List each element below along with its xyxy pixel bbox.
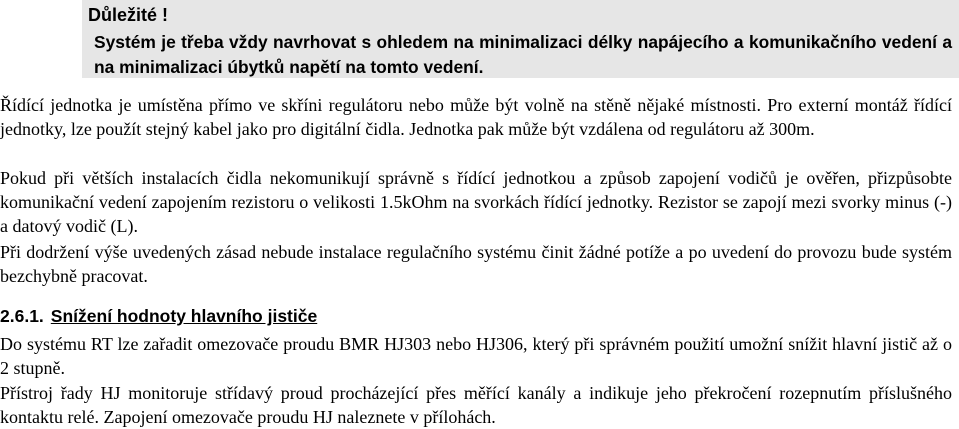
paragraph-resistor: Pokud při větších instalacích čidla nekomunikují správně s řídící jednotkou a způsob zapojení vodičů je ověřen, přizpůsobte komunikační vedení zapojením rezistoru o velikosti 1.5kOhm na svorkách řídící jednotky. Rezistor se zapojí mezi svorky minus (-) a datový vodič (L).: [0, 168, 952, 236]
paragraph-conclusion: Při dodržení výše uvedených zásad nebude instalace regulačního systému činit žádné potíže a po uvedení do provozu bude systém bezchybně pracovat.: [0, 242, 952, 286]
section-title: Snížení hodnoty hlavního jističe: [50, 306, 318, 326]
section-number: 2.6.1.: [0, 306, 44, 326]
paragraph-hj-monitoring: Přístroj řady HJ monitoruje střídavý proud procházející přes měřící kanály a indikuje jeho překročení rozepnutím příslušného kontaktu relé. Zapojení omezovače proudu HJ naleznete v přílohách.: [0, 383, 952, 427]
paragraph-control-unit: Řídící jednotka je umístěna přímo ve skříni regulátoru nebo může být volně na stěně nějaké místnosti. Pro externí montáž řídící jednotky, lze použít stejný kabel jako pro digitální čidla. Jednotka pak může být vzdálena od regulátoru až 300m.: [0, 95, 952, 139]
section-heading: [0, 304, 317, 328]
important-note-title: Důležité !: [88, 5, 169, 25]
paragraph-current-limiters: Do systému RT lze zařadit omezovače proudu BMR HJ303 nebo HJ306, který při správném použití umožní snížit hlavní jistič až o 2 stupně.: [0, 334, 952, 378]
important-note-text: Systém je třeba vždy navrhovat s ohledem na minimalizaci délky napájecího a komunikačního vedení a na minimalizaci úbytků napětí na tomto vedení.: [94, 32, 952, 77]
